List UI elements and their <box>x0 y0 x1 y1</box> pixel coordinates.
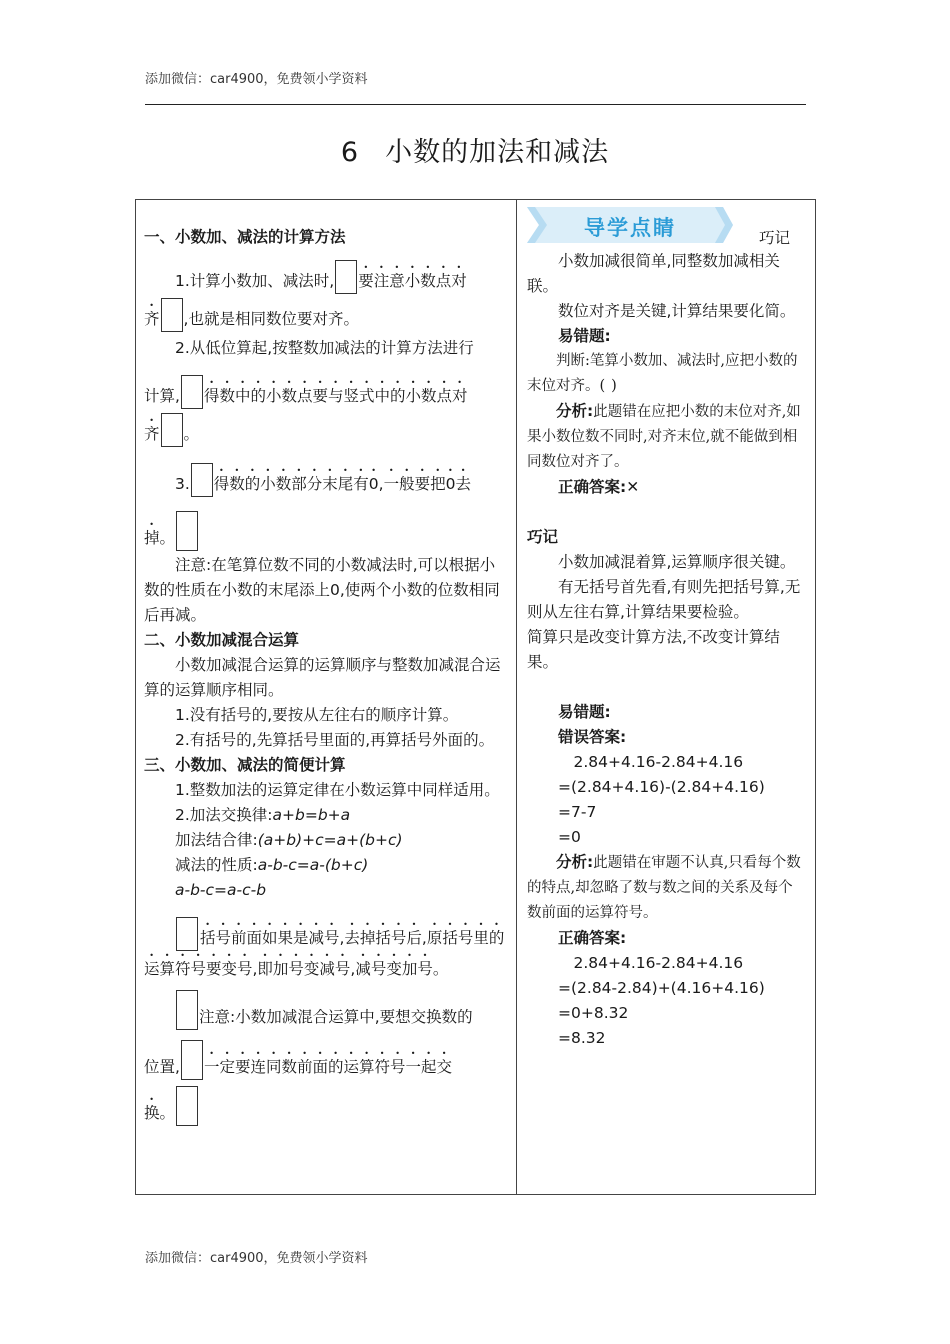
commutative-law: 2.加法交换律:a+b=b+a <box>175 806 351 824</box>
mixed-rule-1: 1.没有括号的,要按从左往右的顺序计算。 <box>175 706 459 724</box>
section-heading-1: 一、小数加、减法的计算方法 <box>144 228 346 246</box>
note-2: 注意:小数加减混合运算中,要想交换数的 <box>144 990 508 1028</box>
tips-column <box>527 249 807 1051</box>
wrong-step-4: =0 <box>558 828 581 846</box>
note-2-end: 换。 <box>144 1086 508 1124</box>
tip-1-line-1: 小数加减很简单,同整数加减相关联。 <box>527 252 780 295</box>
correct-step-2: =(2.84-2.84)+(4.16+4.16) <box>558 979 765 997</box>
error-label-1: 易错题: <box>558 327 611 345</box>
rule-1-cont: 齐 ,也就是相同数位要对齐。 <box>144 298 508 336</box>
wrong-step-1: 2.84+4.16-2.84+4.16 <box>573 753 744 771</box>
lesson-title: 小数的加法和减法 <box>385 137 610 168</box>
rule-3-end: 掉。 <box>144 511 508 549</box>
tip-label-2: 巧记 <box>527 528 559 546</box>
knowledge-column <box>144 225 508 1124</box>
correct-step-4: =8.32 <box>558 1029 606 1047</box>
blank-box <box>335 260 357 294</box>
section-heading-3: 三、小数加、减法的简便计算 <box>144 756 346 774</box>
analysis-1: 分析:此题错在应把小数的末位对齐,如果小数位数不同时,对齐末位,就不能做到相同数位对齐了。 <box>527 402 801 470</box>
correct-answer-label: 正确答案: <box>558 929 627 947</box>
answer-1: 正确答案:✕ <box>558 478 640 496</box>
wrong-step-3: =7-7 <box>558 803 597 821</box>
blank-box <box>181 1040 203 1080</box>
rule-2: 2.从低位算起,按整数加减法的计算方法进行 <box>175 339 474 357</box>
blank-box <box>176 1086 198 1126</box>
error-label-2: 易错题: <box>558 703 611 721</box>
header-rule <box>145 104 806 105</box>
lesson-number: 6 <box>340 137 360 168</box>
tip-2-line-3: 简算只是改变计算方法,不改变计算结果。 <box>527 628 780 671</box>
guide-banner <box>527 207 733 243</box>
wrong-step-2: =(2.84+4.16)-(2.84+4.16) <box>558 778 765 796</box>
section-heading-2: 二、小数加减混合运算 <box>144 631 300 649</box>
column-divider <box>516 199 517 1195</box>
tip-label-1: 巧记 <box>759 229 791 247</box>
subtraction-property-2: a-b-c=a-c-b <box>175 881 267 899</box>
blank-box <box>191 463 213 497</box>
subtraction-property: 减法的性质:a-b-c=a-(b+c) <box>175 856 369 874</box>
rule-1: 1.计算小数加、减法时, 要注意小数点对 <box>144 260 508 298</box>
blank-box <box>176 990 198 1030</box>
note-1: 注意:在笔算位数不同的小数减法时,可以根据小数的性质在小数的末尾添上0,使两个小数的位数相同后再减。 <box>144 556 500 624</box>
analysis-2: 分析:此题错在审题不认真,只看每个数的特点,却忽略了数与数之间的关系及每个数前面的运算符号。 <box>527 853 801 921</box>
mixed-rule-2: 2.有括号的,先算括号里面的,再算括号外面的。 <box>175 731 495 749</box>
page-footer-text: 添加微信：car4900，免费领小学资料 <box>145 1251 368 1266</box>
note-2-cont: 位置, 一定要连同数前面的运算符号一起交 <box>144 1040 508 1078</box>
page-title <box>0 130 950 169</box>
wrong-answer-label: 错误答案: <box>558 728 627 746</box>
rule-2-cont: 计算, 得数中的小数点要与竖式中的小数点对 <box>144 375 508 413</box>
rule-2-end: 齐 。 <box>144 413 508 451</box>
rule-3: 3. 得数的小数部分末尾有0,一般要把0去 <box>144 463 508 501</box>
mixed-rule: 小数加减混合运算的运算顺序与整数加减混合运算的运算顺序相同。 <box>144 656 501 699</box>
correct-step-1: 2.84+4.16-2.84+4.16 <box>573 954 744 972</box>
banner-title: 导学点睛 <box>584 216 676 240</box>
blank-box <box>176 917 198 951</box>
page-header-text: 添加微信：car4900，免费领小学资料 <box>145 72 368 87</box>
blank-box <box>161 298 183 332</box>
tip-2-line-2: 有无括号首先看,有则先把括号算,无则从左往右算,计算结果要检验。 <box>527 578 801 621</box>
blank-box <box>181 375 203 409</box>
correct-step-3: =0+8.32 <box>558 1004 629 1022</box>
blank-box <box>176 511 198 551</box>
blank-box <box>161 413 183 447</box>
associative-law: 加法结合律:(a+b)+c=a+(b+c) <box>175 831 403 849</box>
law-intro: 1.整数加法的运算定律在小数运算中同样适用。 <box>175 781 500 799</box>
tip-2-line-1: 小数加减混着算,运算顺序很关键。 <box>558 553 796 571</box>
error-question-1: 判断:笔算小数加、减法时,应把小数的末位对齐。( ) <box>527 353 798 394</box>
bracket-rule: 括号前面如果是减号,去掉括号后,原括号里的运算符号要变号,即加号变减号,减号变加号。 <box>144 917 508 982</box>
tip-1-line-2: 数位对齐是关键,计算结果要化简。 <box>558 302 796 320</box>
